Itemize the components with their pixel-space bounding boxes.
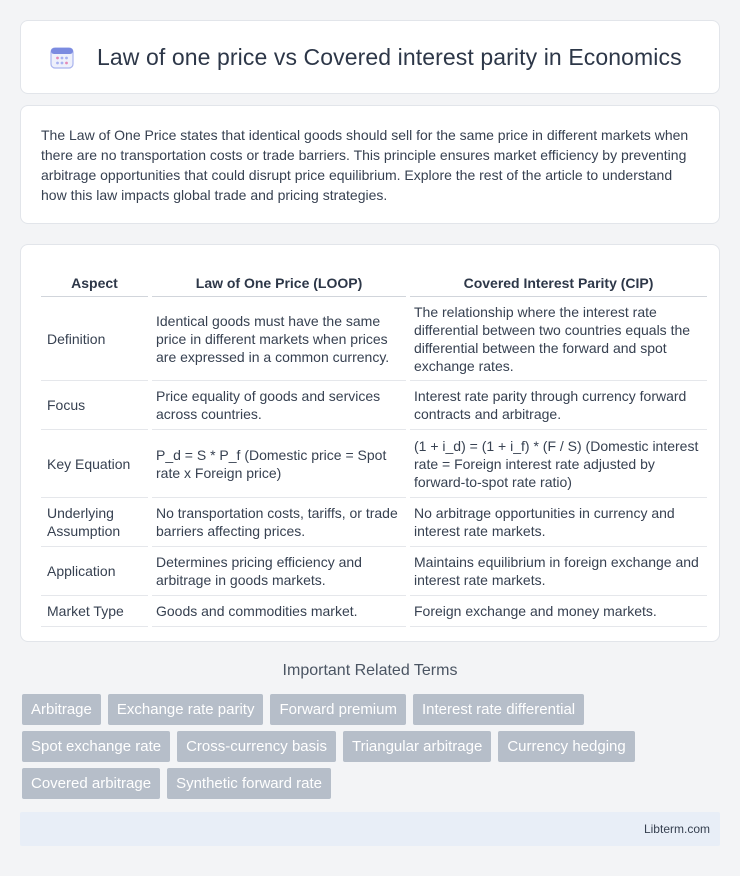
row-cip: Interest rate parity through currency forward contracts and arbitrage. (410, 381, 707, 430)
page-title: Law of one price vs Covered interest parity in Economics (97, 43, 682, 70)
tag-row (22, 731, 722, 763)
intro-text: The Law of One Price states that identical goods should sell for the same price in different markets when there are no transportation costs or trade barriers. This principle ensures market efficiency by preventing arbitrage opportunities that could disrupt price equilibrium. Explore the rest of the article to understand how this law impacts global trade and pricing strategies. (41, 127, 689, 203)
tag-currency-hedging[interactable]: Currency hedging (498, 731, 634, 762)
row-cip: No arbitrage opportunities in currency and interest rate markets. (410, 498, 707, 547)
row-aspect: Definition (41, 297, 148, 381)
tag-cross-currency-basis[interactable]: Cross-currency basis (177, 731, 336, 762)
row-aspect: Underlying Assumption (41, 498, 148, 547)
column-header-aspect: Aspect (41, 265, 148, 297)
footer-site-link[interactable]: Libterm.com (643, 822, 710, 836)
row-cip: (1 + i_d) = (1 + i_f) * (F / S) (Domestic interest rate = Foreign interest rate adjusted by forward-to-spot rate ratio) (410, 430, 707, 498)
row-cip: Foreign exchange and money markets. (410, 596, 707, 627)
table-row (41, 430, 707, 498)
table-row (41, 498, 707, 547)
comparison-table (37, 265, 711, 627)
related-terms-title: Important Related Terms (282, 662, 458, 679)
row-cip: The relationship where the interest rate differential between two countries equals the differential between the forward and spot exchange rates. (410, 297, 707, 381)
tag-synthetic-forward-rate[interactable]: Synthetic forward rate (167, 768, 331, 799)
calendar-icon (49, 44, 75, 70)
row-loop: Price equality of goods and services across countries. (152, 381, 406, 430)
tag-spot-exchange-rate[interactable]: Spot exchange rate (22, 731, 170, 762)
table-row (41, 381, 707, 430)
footer (20, 812, 720, 846)
header-card (20, 20, 720, 94)
row-loop: Identical goods must have the same price in different markets when prices are expressed in a common currency. (152, 297, 406, 381)
tag-forward-premium[interactable]: Forward premium (270, 694, 406, 725)
row-aspect: Focus (41, 381, 148, 430)
tag-exchange-rate-parity[interactable]: Exchange rate parity (108, 694, 264, 725)
tag-row (22, 694, 722, 726)
row-loop: Goods and commodities market. (152, 596, 406, 627)
row-aspect: Market Type (41, 596, 148, 627)
tag-covered-arbitrage[interactable]: Covered arbitrage (22, 768, 160, 799)
row-cip: Maintains equilibrium in foreign exchange and interest rate markets. (410, 547, 707, 596)
column-header-cip: Covered Interest Parity (CIP) (410, 265, 707, 297)
row-aspect: Application (41, 547, 148, 596)
table-row (41, 297, 707, 381)
column-header-loop: Law of One Price (LOOP) (152, 265, 406, 297)
related-terms-list (22, 694, 722, 805)
tag-interest-rate-differential[interactable]: Interest rate differential (413, 694, 584, 725)
intro-card (20, 105, 720, 224)
row-loop: No transportation costs, tariffs, or trade barriers affecting prices. (152, 498, 406, 547)
table-header-row (41, 265, 707, 297)
table-row (41, 547, 707, 596)
tag-triangular-arbitrage[interactable]: Triangular arbitrage (343, 731, 491, 762)
tag-arbitrage[interactable]: Arbitrage (22, 694, 101, 725)
table-row (41, 596, 707, 627)
tag-row (22, 768, 722, 800)
comparison-table-card (20, 244, 720, 642)
row-loop: P_d = S * P_f (Domestic price = Spot rate x Foreign price) (152, 430, 406, 498)
row-aspect: Key Equation (41, 430, 148, 498)
row-loop: Determines pricing efficiency and arbitrage in goods markets. (152, 547, 406, 596)
